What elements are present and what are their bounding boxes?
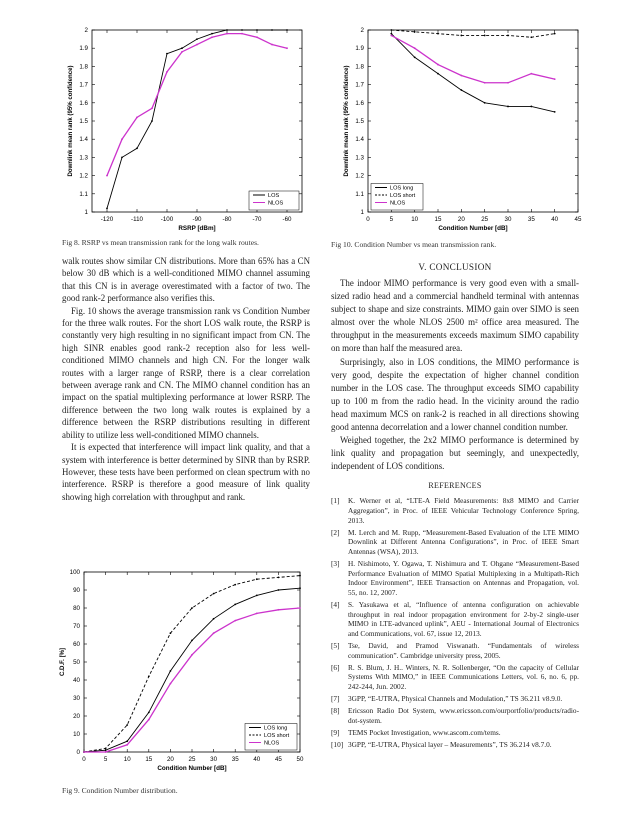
reference-text: S. Yasukawa et al, “Influence of antenna configuration on achievable throughput in real indoor propagation environment for 2-by-2 single-user MIMO in LTE-advanced uplink”, AEU - International Journal of Electronics and Communications, vol. 67, issue 12, 2013. bbox=[348, 600, 579, 638]
x-tick-label: 5 bbox=[103, 756, 108, 763]
paragraph: walk routes show similar CN distributions. More than 65% has a CN below 30 dB which is a well-conditioned MIMO channel assuming that this CN is in average overestimated with a factor of two. The good rank-2 performance also verifies this. bbox=[62, 256, 310, 304]
conclusion-text bbox=[331, 277, 579, 473]
reference-text: TEMS Pocket Investigation, www.ascom.com/tems. bbox=[348, 728, 501, 738]
data-point bbox=[256, 36, 258, 38]
y-axis-label: Downlink mean rank (95% confidence) bbox=[67, 65, 74, 177]
y-tick-label: 1.5 bbox=[355, 118, 364, 125]
x-tick-label: 40 bbox=[253, 756, 261, 763]
data-point bbox=[256, 29, 258, 31]
data-point bbox=[234, 604, 236, 606]
data-point bbox=[554, 33, 556, 35]
reference-text: Tse, David, and Pramod Viswanath. “Fundamentals of wireless communication”. Cambridge university press, 2005. bbox=[348, 641, 579, 660]
data-point bbox=[211, 36, 213, 38]
x-tick-label: 30 bbox=[210, 756, 218, 763]
data-point bbox=[271, 44, 273, 46]
data-point bbox=[148, 712, 150, 714]
figure-9-caption: Fig 9. Condition Number distribution. bbox=[62, 786, 178, 795]
figure-10-chart bbox=[338, 22, 588, 237]
plot-frame bbox=[92, 30, 302, 212]
x-tick-label: -100 bbox=[160, 216, 174, 223]
reference-text: K. Werner et al, “LTE-A Field Measurements: 8x8 MIMO and Carrier Aggregation”, in Proc. of IEEE Vehicular Technology Conference Spring, 2013. bbox=[348, 496, 579, 525]
paragraph: The indoor MIMO performance is very good even with a small-sized radio head and a commercial handheld terminal with antennas subject to shape and size constraints. MIMO gain over SIMO is seen almost over the whole NLOS 2500 m² office area measured. The throughput in the measurements exceeds maximum SIMO capability on more than half the measured area. bbox=[331, 278, 579, 354]
data-point bbox=[191, 640, 193, 642]
data-point bbox=[121, 138, 123, 140]
data-point bbox=[437, 33, 439, 35]
data-point bbox=[484, 35, 486, 37]
x-tick-label: 25 bbox=[188, 756, 196, 763]
data-point bbox=[530, 106, 532, 108]
legend-label: LOS bbox=[268, 193, 280, 199]
reference-text: 3GPP, “E-UTRA, Physical layer – Measurements”, TS 36.214 v8.7.0. bbox=[348, 740, 552, 750]
x-tick-label: 20 bbox=[166, 756, 174, 763]
x-tick-label: -70 bbox=[252, 216, 262, 223]
x-tick-label: 10 bbox=[411, 216, 419, 223]
reference-number: [6] bbox=[331, 662, 340, 672]
data-point bbox=[170, 683, 172, 685]
reference-number: [1] bbox=[331, 496, 340, 506]
x-tick-label: 20 bbox=[457, 216, 465, 223]
data-point bbox=[530, 36, 532, 38]
y-tick-label: 100 bbox=[69, 569, 80, 576]
data-point bbox=[211, 33, 213, 35]
reference-number: [2] bbox=[331, 527, 340, 537]
data-point bbox=[148, 719, 150, 721]
data-point bbox=[414, 56, 416, 58]
x-axis-label: Condition Number [dB] bbox=[438, 225, 508, 232]
data-point bbox=[484, 102, 486, 104]
data-point bbox=[136, 116, 138, 118]
data-point bbox=[191, 654, 193, 656]
data-point bbox=[105, 748, 107, 750]
data-point bbox=[278, 577, 280, 579]
data-point bbox=[106, 207, 108, 209]
references-heading: REFERENCES bbox=[428, 481, 482, 491]
reference-item bbox=[331, 740, 579, 750]
y-axis-label: Downlink mean rank (95% confidence) bbox=[343, 65, 350, 177]
reference-item bbox=[331, 728, 579, 738]
data-point bbox=[460, 35, 462, 37]
x-tick-label: -80 bbox=[222, 216, 232, 223]
data-point bbox=[196, 38, 198, 40]
x-tick-label: 45 bbox=[274, 756, 282, 763]
y-tick-label: 1 bbox=[84, 209, 88, 216]
y-tick-label: 60 bbox=[73, 641, 80, 648]
legend-label: NLOS bbox=[268, 200, 284, 207]
figure-10 bbox=[338, 22, 588, 237]
x-tick-label: 5 bbox=[389, 216, 394, 223]
data-point bbox=[181, 51, 183, 53]
reference-item bbox=[331, 641, 579, 660]
data-point bbox=[241, 29, 243, 31]
reference-number: [9] bbox=[331, 728, 340, 738]
reference-number: [8] bbox=[331, 706, 340, 716]
y-tick-label: 1.4 bbox=[79, 136, 88, 144]
y-tick-label: 40 bbox=[73, 677, 80, 684]
x-tick-label: 35 bbox=[231, 756, 239, 763]
data-point bbox=[213, 593, 215, 595]
y-tick-label: 1.9 bbox=[79, 45, 88, 53]
reference-number: [4] bbox=[331, 600, 340, 610]
figure-10-caption: Fig 10. Condition Number vs mean transmission rank. bbox=[331, 240, 497, 249]
y-tick-label: 10 bbox=[73, 731, 80, 738]
y-tick-label: 1 bbox=[360, 209, 364, 216]
data-point bbox=[507, 82, 509, 84]
data-point bbox=[181, 47, 183, 49]
y-tick-label: 1.6 bbox=[355, 99, 364, 107]
x-axis-label: RSRP [dBm] bbox=[178, 225, 216, 232]
data-point bbox=[256, 595, 258, 597]
x-tick-label: 50 bbox=[296, 756, 304, 763]
paragraph: Weighed together, the 2x2 MIMO performance is determined by link quality and propagation but seemingly, and unexpectedly, independent of LOS conditions. bbox=[331, 435, 579, 472]
x-tick-label: -110 bbox=[131, 216, 143, 223]
x-tick-label: 35 bbox=[527, 216, 535, 223]
legend-label: LOS short bbox=[390, 193, 416, 199]
x-tick-label: 15 bbox=[145, 756, 153, 763]
data-point bbox=[390, 35, 392, 37]
reference-item bbox=[331, 559, 579, 597]
data-point bbox=[234, 584, 236, 586]
y-tick-label: 50 bbox=[73, 659, 80, 666]
data-point bbox=[148, 676, 150, 678]
y-tick-label: 70 bbox=[73, 623, 80, 630]
data-point bbox=[241, 33, 243, 35]
data-point bbox=[256, 578, 258, 580]
y-tick-label: 1.8 bbox=[79, 63, 88, 71]
reference-text: M. Lerch and M. Rupp, “Measurement-Based Evaluation of the LTE MIMO Downlink at Different Antenna Configurations”, in Proc. of IEEE Smart Antennas (WSA), 2013. bbox=[348, 527, 579, 556]
reference-item bbox=[331, 663, 579, 692]
data-point bbox=[151, 120, 153, 122]
x-tick-label: 30 bbox=[504, 216, 512, 223]
reference-item bbox=[331, 496, 579, 525]
right-column bbox=[331, 262, 579, 753]
data-point bbox=[271, 29, 273, 31]
data-point bbox=[83, 751, 85, 753]
reference-text: Ericsson Radio Dot System, www.ericsson.com/ourportfolio/products/radio-dot-system. bbox=[348, 706, 579, 726]
y-tick-label: 1.7 bbox=[355, 81, 364, 89]
data-point bbox=[460, 89, 462, 91]
legend-label: LOS short bbox=[264, 733, 290, 739]
data-point bbox=[299, 607, 301, 609]
data-point bbox=[213, 618, 215, 620]
reference-list bbox=[331, 496, 579, 750]
data-point bbox=[286, 47, 288, 49]
data-point bbox=[170, 670, 172, 672]
paragraph: Fig. 10 shows the average transmission rank vs Condition Number for the three walk routes. For the short LOS walk route, the RSRP is constantly very high resulting in no significant impact from CN. The high SINR enables good rank-2 reception also for less well-conditioned MIMO channels and high CN. For the longer walk routes with a larger range of RSRP, there is a clear correlation between average rank and CN. The MIMO channel condition has an impact on the spatial multiplexing performance at lower RSRP. The difference between the two long walk routes is explained by a difference between the RSRP distributions resulting in different ability to utilize less well-conditioned MIMO channels. bbox=[62, 305, 310, 440]
figure-8-caption: Fig 8. RSRP vs mean transmission rank for the long walk routes. bbox=[62, 238, 259, 247]
x-tick-label: -120 bbox=[100, 216, 114, 223]
y-tick-label: 1.6 bbox=[79, 99, 88, 107]
data-point bbox=[256, 613, 258, 615]
reference-item bbox=[331, 528, 579, 557]
data-point bbox=[126, 744, 128, 746]
left-column-text bbox=[62, 255, 310, 503]
reference-item bbox=[331, 694, 579, 704]
y-tick-label: 20 bbox=[73, 713, 80, 720]
data-point bbox=[507, 106, 509, 108]
legend-label: NLOS bbox=[390, 200, 406, 207]
data-point bbox=[191, 607, 193, 609]
data-point bbox=[166, 71, 168, 73]
data-point bbox=[226, 33, 228, 35]
data-point bbox=[554, 111, 556, 113]
y-tick-label: 1.1 bbox=[79, 190, 88, 198]
y-tick-label: 1.9 bbox=[355, 45, 364, 53]
data-point bbox=[226, 29, 228, 31]
figure-8 bbox=[62, 22, 312, 237]
data-point bbox=[234, 620, 236, 622]
data-point bbox=[278, 589, 280, 591]
x-tick-label: 10 bbox=[123, 756, 131, 763]
data-point bbox=[414, 47, 416, 49]
data-point bbox=[136, 147, 138, 149]
data-point bbox=[106, 175, 108, 177]
y-tick-label: 2 bbox=[84, 27, 88, 34]
reference-item bbox=[331, 600, 579, 638]
y-tick-label: 1.2 bbox=[355, 172, 364, 180]
data-point bbox=[278, 609, 280, 611]
y-tick-label: 90 bbox=[73, 587, 80, 594]
y-tick-label: 1.7 bbox=[79, 81, 88, 89]
x-tick-label: 40 bbox=[551, 216, 559, 223]
reference-text: R. S. Blum, J. H.. Winters, N. R. Sollenberger, “On the capacity of Cellular Systems With MIMO,” in IEEE Communications Letters, vol. 6, no. 6, pp. 242-244, Jun. 2002. bbox=[348, 662, 579, 692]
data-point bbox=[437, 73, 439, 75]
reference-number: [10] bbox=[331, 740, 344, 750]
figure-9 bbox=[59, 560, 312, 780]
data-point bbox=[105, 751, 107, 753]
data-point bbox=[213, 632, 215, 634]
data-point bbox=[484, 82, 486, 84]
data-point bbox=[437, 64, 439, 66]
data-point bbox=[126, 740, 128, 742]
data-point bbox=[554, 78, 556, 80]
legend-label: LOS long bbox=[264, 725, 288, 732]
data-point bbox=[286, 29, 288, 31]
data-point bbox=[460, 75, 462, 77]
y-tick-label: 1.4 bbox=[355, 136, 364, 144]
y-tick-label: 80 bbox=[73, 605, 80, 612]
data-point bbox=[126, 724, 128, 726]
data-point bbox=[166, 53, 168, 55]
reference-number: [3] bbox=[331, 559, 340, 569]
x-axis-label: Condition Number [dB] bbox=[157, 765, 227, 772]
y-tick-label: 30 bbox=[73, 695, 80, 702]
legend-label: LOS long bbox=[390, 185, 414, 192]
paragraph: Surprisingly, also in LOS conditions, the MIMO performance is very good, despite the expectation of higher channel condition number in the LOS case. The throughput exceeds SIMO capability up to 100 m from the radio head. In the vicinity around the radio head maximum MCS on rank-2 is reached in all directions showing good antenna decorrelation and a lower channel condition number. bbox=[331, 356, 579, 433]
data-point bbox=[414, 31, 416, 33]
x-tick-label: -60 bbox=[282, 216, 292, 223]
data-point bbox=[390, 29, 392, 31]
y-tick-label: 1.3 bbox=[355, 154, 364, 162]
reference-number: [5] bbox=[331, 641, 340, 651]
x-tick-label: 25 bbox=[481, 216, 489, 223]
y-tick-label: 1.5 bbox=[79, 118, 88, 125]
data-point bbox=[196, 44, 198, 46]
x-tick-label: 15 bbox=[434, 216, 442, 223]
reference-item bbox=[331, 706, 579, 725]
data-point bbox=[121, 157, 123, 159]
conclusion-heading: V. CONCLUSION bbox=[418, 262, 492, 272]
data-point bbox=[530, 73, 532, 75]
reference-number: [7] bbox=[331, 694, 340, 704]
data-point bbox=[105, 749, 107, 751]
figure-8-chart bbox=[62, 22, 312, 237]
reference-text: H. Nishimoto, Y. Ogawa, T. Nishimura and T. Ohgane “Measurement-Based Performance Evaluation of MIMO Spatial Multiplexing in a Multipath-Rich Indoor Environment”, IEEE Transaction on Antennas and Propagation, vol. 55, no. 12, 2007. bbox=[348, 559, 579, 597]
y-tick-label: 1.1 bbox=[355, 190, 364, 198]
paragraph: It is expected that interference will impact link quality, and that a system with interference is better determined by SINR than by RSRP. However, these tests have been performed on clean spectrum with no interference. RSRP is therefore a good measure of link quality showing high correlation with throughput and rank. bbox=[62, 442, 310, 502]
x-tick-label: 0 bbox=[82, 756, 86, 763]
y-tick-label: 1.8 bbox=[355, 63, 364, 71]
x-tick-label: 0 bbox=[366, 216, 370, 223]
x-tick-label: 45 bbox=[574, 216, 582, 223]
legend-label: NLOS bbox=[264, 740, 280, 747]
data-point bbox=[299, 575, 301, 577]
data-point bbox=[151, 107, 153, 109]
y-axis-label: C.D.F. [%] bbox=[59, 647, 66, 677]
x-tick-label: -90 bbox=[192, 216, 202, 223]
data-point bbox=[390, 33, 392, 35]
data-point bbox=[299, 587, 301, 589]
y-tick-label: 1.2 bbox=[79, 172, 88, 180]
data-point bbox=[170, 632, 172, 634]
y-tick-label: 0 bbox=[76, 749, 80, 756]
figure-9-chart bbox=[59, 560, 312, 780]
y-tick-label: 2 bbox=[360, 27, 364, 34]
reference-text: 3GPP, “E-UTRA, Physical Channels and Modulation,” TS 36.211 v8.9.0. bbox=[348, 694, 563, 704]
data-point bbox=[507, 35, 509, 37]
y-tick-label: 1.3 bbox=[79, 154, 88, 162]
